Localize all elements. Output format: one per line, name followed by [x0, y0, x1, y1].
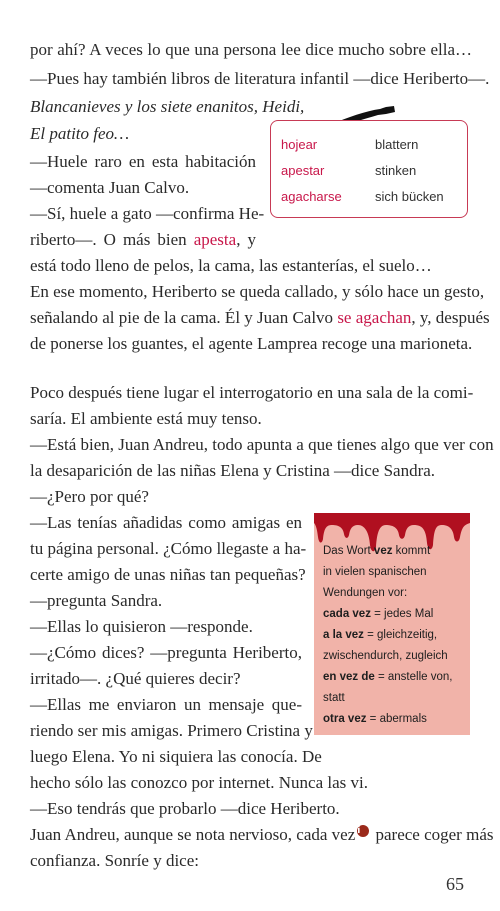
text-segment: , y, después [411, 308, 490, 327]
text-line: hecho sólo las conozco por internet. Nunca las vi. [30, 773, 369, 792]
info-icon[interactable]: i [357, 825, 369, 837]
text-line: Blancanieves y los siete enanitos, Heidi, [30, 97, 305, 116]
text-line: En ese momento, Heriberto se queda callado, y sólo hace un gesto, [30, 282, 485, 301]
text-line: —¿Cómo dices? —pregunta Heriberto, [30, 643, 302, 662]
vocab-german: sich bücken [375, 189, 444, 204]
text-line: de ponerse los guantes, el agente Lamprea recoge una marioneta. [30, 334, 473, 353]
text-line: confianza. Sonríe y dice: [30, 851, 199, 870]
vocab-highlight-apesta: apesta [193, 230, 237, 249]
text-line: —¿Pero por qué? [30, 487, 149, 506]
text-line [30, 228, 256, 252]
text-line: —Huele raro en esta habitación [30, 152, 256, 171]
text-line: —Las tenías añadidas como amigas en [30, 513, 302, 532]
text-line: luego Elena. Yo ni siquiera las conocía. De [30, 747, 322, 766]
page-number: 65 [446, 874, 464, 894]
vocab-german: stinken [375, 163, 417, 178]
grammar-text: statt [323, 692, 345, 704]
text-line: —Eso tendrás que probarlo —dice Heriberto. [30, 799, 340, 818]
grammar-text: Wendungen vor: [323, 587, 408, 599]
vocab-spanish: agacharse [281, 189, 342, 204]
grammar-text: in vielen spanischen [323, 566, 427, 578]
vocab-german: blattern [375, 137, 419, 152]
text-line [30, 823, 494, 847]
text-line: riendo ser mis amigas. Primero Cristina y [30, 721, 313, 740]
text-segment: , y [236, 230, 257, 249]
text-line: tu página personal. ¿Cómo llegaste a ha- [30, 539, 307, 558]
grammar-keyword: vez [373, 545, 393, 557]
grammar-text: zwischendurch, zugleich [323, 650, 448, 662]
grammar-text [323, 709, 427, 730]
grammar-keyword: a la vez [323, 629, 364, 641]
grammar-keyword: en vez de [323, 671, 375, 683]
grammar-segment: Das Wort [323, 545, 374, 557]
text-line: saría. El ambiente está muy tenso. [30, 409, 262, 428]
text-segment: parece coger más [371, 825, 494, 844]
text-line: está todo lleno de pelos, la cama, las estanterías, el suelo… [30, 256, 432, 275]
grammar-text [323, 541, 430, 562]
grammar-text [323, 604, 433, 625]
text-segment: señalando al pie de la cama. Él y Juan Calvo [30, 308, 338, 327]
text-line [30, 306, 490, 330]
text-segment: riberto—. O más bien [30, 230, 194, 249]
grammar-segment: = jedes Mal [370, 608, 434, 620]
vocabulary-box [270, 120, 468, 218]
vocab-spanish: apestar [281, 163, 325, 178]
text-line: —Ellas me enviaron un mensaje que- [30, 695, 302, 714]
text-line: —pregunta Sandra. [30, 591, 163, 610]
text-line: por ahí? A veces lo que una persona lee dice mucho sobre ella… [30, 40, 472, 59]
grammar-keyword: otra vez [323, 713, 367, 725]
grammar-note-box [314, 513, 470, 735]
grammar-text [323, 625, 437, 646]
text-line: —Ellas lo quisieron —responde. [30, 617, 253, 636]
vocab-spanish: hojear [281, 137, 318, 152]
grammar-segment: = abermals [366, 713, 427, 725]
grammar-keyword: cada vez [323, 608, 371, 620]
text-segment: Juan Andreu, aunque se nota nervioso, cada vez [30, 825, 356, 844]
text-line: —Está bien, Juan Andreu, todo apunta a que tienes algo que ver con [30, 435, 494, 454]
text-line: —comenta Juan Calvo. [30, 178, 190, 197]
vocab-highlight-se-agachan: se agachan [337, 308, 412, 327]
grammar-segment: kommt [392, 545, 431, 557]
grammar-text [323, 667, 452, 688]
text-line: El patito feo… [30, 124, 130, 143]
text-line: Poco después tiene lugar el interrogatorio en una sala de la comi- [30, 383, 474, 402]
text-line: la desaparición de las niñas Elena y Cristina —dice Sandra. [30, 461, 436, 480]
text-line: irritado—. ¿Qué quieres decir? [30, 669, 241, 688]
text-line: certe amigo de unas niñas tan pequeñas? [30, 565, 306, 584]
text-line: —Sí, huele a gato —confirma He- [30, 204, 265, 223]
text-line: —Pues hay también libros de literatura infantil —dice Heriberto—. [30, 69, 490, 88]
grammar-segment: = gleichzeitig, [363, 629, 438, 641]
grammar-segment: = anstelle von, [374, 671, 453, 683]
